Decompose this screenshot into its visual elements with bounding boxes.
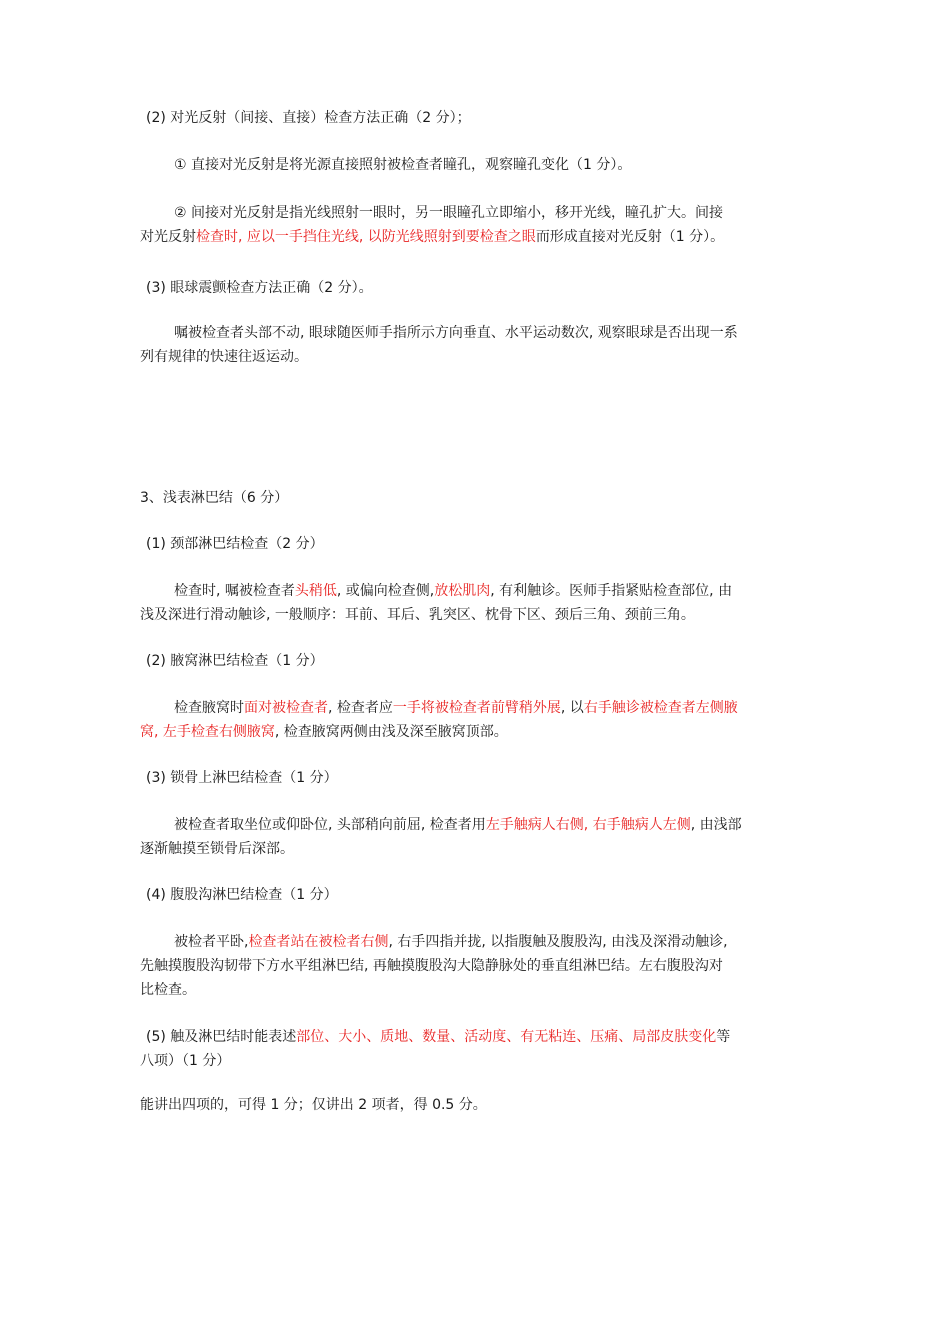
text-segment: 而形成直接对光反射（1 分）。 <box>535 229 725 245</box>
axilla-lymph-line-1 <box>140 697 820 720</box>
highlighted-text: 头稍低 <box>294 583 337 599</box>
text-segment: 检查腋窝时 <box>174 700 244 716</box>
direct-light-reflex-text: ① 直接对光反射是将光源直接照射被检查者瞳孔，观察瞳孔变化（1 分）。 <box>174 157 632 173</box>
indirect-light-reflex-line-2 <box>140 226 820 249</box>
nystagmus-line-1: 嘱被检查者头部不动, 眼球随医师手指所示方向垂直、水平运动数次, 观察眼球是否出现一系 <box>174 325 738 341</box>
neck-lymph-heading: (1) 颈部淋巴结检查（2 分） <box>146 536 324 552</box>
section-title: 3、浅表淋巴结（6 分） <box>140 490 289 506</box>
axilla-lymph-line-2 <box>140 721 820 744</box>
text-segment: 等 <box>716 1029 731 1045</box>
highlighted-text: 一手将被检查者前臂稍外展 <box>392 700 561 716</box>
text-segment: 被检者平卧, <box>174 934 249 950</box>
groin-lymph-line-2: 先触摸腹股沟韧带下方水平组淋巴结, 再触摸腹股沟大隐静脉处的垂直组淋巴结。左右腹股沟对 <box>140 958 723 974</box>
axilla-lymph-heading: (2) 腋窝淋巴结检查（1 分） <box>146 653 324 669</box>
highlighted-text: 右手触诊被检查者左侧腋 <box>583 700 738 716</box>
highlighted-text: 检查时, 应以一手挡住光线, 以防光线照射到要检查之眼 <box>196 229 536 245</box>
highlighted-text: 放松肌肉 <box>434 583 491 599</box>
highlighted-text: 左手触病人右侧, 右手触病人左侧 <box>485 817 691 833</box>
groin-lymph-line-3: 比检查。 <box>140 982 196 998</box>
text-segment: , 或偏向检查侧, <box>336 583 435 599</box>
text-segment: 被检查者取坐位或仰卧位, 头部稍向前屈, 检查者用 <box>174 817 486 833</box>
supraclavicular-lymph-line-2: 逐渐触摸至锁骨后深部。 <box>140 841 294 857</box>
groin-lymph-heading: (4) 腹股沟淋巴结检查（1 分） <box>146 887 338 903</box>
text-segment: , 检查者应 <box>328 700 393 716</box>
supraclavicular-lymph-heading: (3) 锁骨上淋巴结检查（1 分） <box>146 770 338 786</box>
neck-lymph-line-2: 浅及深进行滑动触诊, 一般顺序：耳前、耳后、乳突区、枕骨下区、颈后三角、颈前三角。 <box>140 607 695 623</box>
text-segment: 对光反射 <box>140 229 196 245</box>
describe-lymph-line-1 <box>146 1026 826 1049</box>
text-segment: (5) 触及淋巴结时能表述 <box>146 1029 297 1045</box>
nystagmus-heading: (3) 眼球震颤检查方法正确（2 分）。 <box>146 280 373 296</box>
light-reflex-heading: (2) 对光反射（间接、直接）检查方法正确（2 分）； <box>146 110 471 126</box>
text-segment: , 由浅部 <box>690 817 742 833</box>
text-segment: 检查时, 嘱被检查者 <box>174 583 295 599</box>
highlighted-text: 窝, 左手检查右侧腋窝 <box>140 724 275 740</box>
text-segment: , 右手四指并拢, 以指腹触及腹股沟, 由浅及深滑动触诊, <box>388 934 728 950</box>
scoring-note: 能讲出四项的，可得 1 分；仅讲出 2 项者，得 0.5 分。 <box>140 1097 487 1113</box>
nystagmus-line-2: 列有规律的快速往返运动。 <box>140 349 308 365</box>
highlighted-text: 面对被检查者 <box>244 700 328 716</box>
supraclavicular-lymph-line-1 <box>140 814 820 837</box>
describe-lymph-line-2: 八项）（1 分） <box>140 1053 231 1069</box>
text-segment: , 有利触诊。医师手指紧贴检查部位, 由 <box>490 583 733 599</box>
text-segment: , 检查腋窝两侧由浅及深至腋窝顶部。 <box>274 724 508 740</box>
text-segment: , 以 <box>560 700 584 716</box>
neck-lymph-line-1 <box>140 580 820 603</box>
indirect-light-reflex-line-1: ② 间接对光反射是指光线照射一眼时，另一眼瞳孔立即缩小，移开光线，瞳孔扩大。间接 <box>174 205 723 221</box>
highlighted-text: 部位、大小、质地、数量、活动度、有无粘连、压痛、局部皮肤变化 <box>296 1029 717 1045</box>
groin-lymph-line-1 <box>140 931 820 954</box>
highlighted-text: 检查者站在被检者右侧 <box>248 934 389 950</box>
